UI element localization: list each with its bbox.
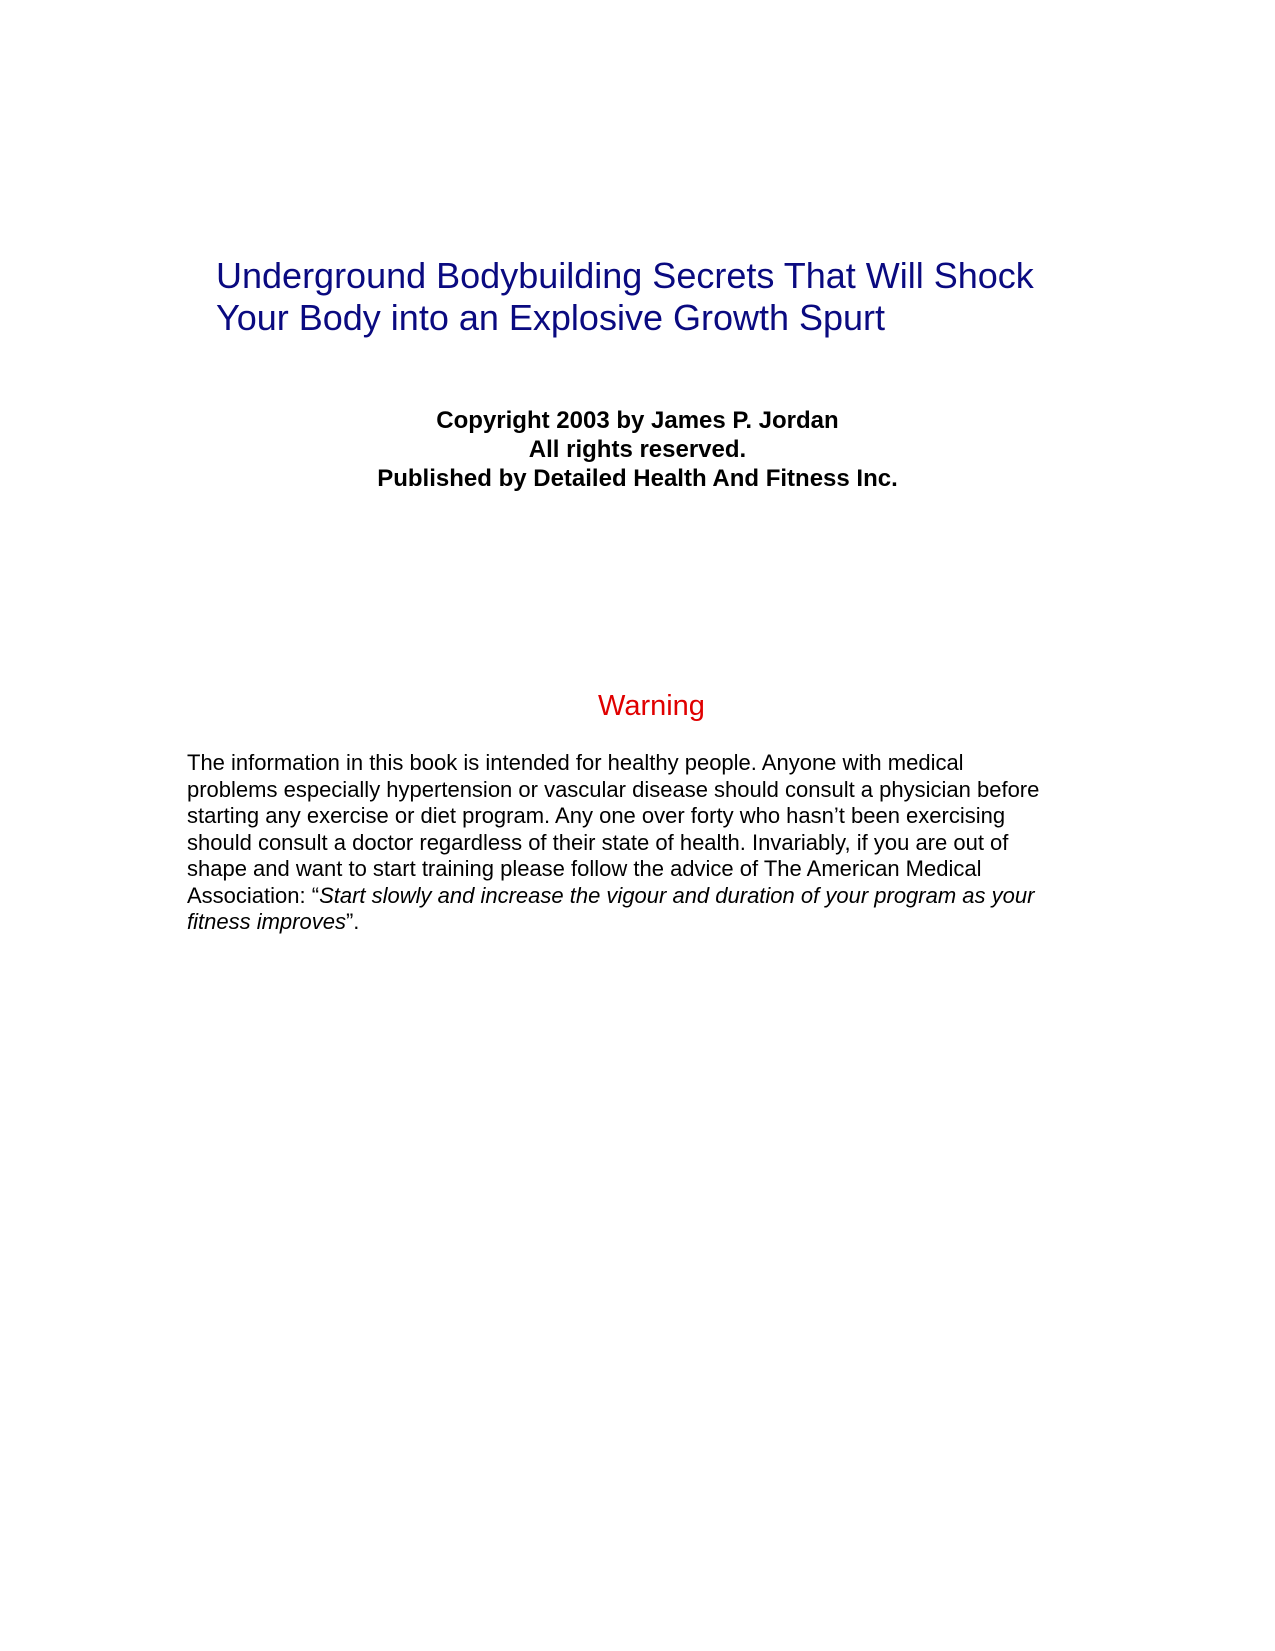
document-title-line-1: Underground Bodybuilding Secrets That Will Shock bbox=[216, 255, 1034, 296]
warning-line-6 bbox=[187, 883, 1097, 910]
warning-line-7 bbox=[187, 909, 1097, 936]
ama-quote-part-2: fitness improves bbox=[187, 909, 346, 934]
copyright-line: Copyright 2003 by James P. Jordan bbox=[436, 407, 839, 434]
warning-line-3: starting any exercise or diet program. Any one over forty who hasn’t been exercising bbox=[187, 803, 1006, 828]
publisher-line: Published by Detailed Health And Fitness Inc. bbox=[377, 465, 898, 492]
warning-line-7-suffix: ”. bbox=[345, 909, 360, 934]
warning-line-2: problems especially hypertension or vascular disease should consult a physician before bbox=[187, 776, 1040, 802]
ama-quote-part-1: Start slowly and increase the vigour and duration of your program as your bbox=[319, 882, 1035, 908]
warning-paragraph bbox=[187, 750, 1097, 936]
warning-heading: Warning bbox=[598, 690, 705, 722]
warning-line-4: should consult a doctor regardless of their state of health. Invariably, if you are out of bbox=[187, 829, 1009, 855]
document-title-line-2: Your Body into an Explosive Growth Spurt bbox=[216, 297, 886, 338]
warning-line-5: shape and want to start training please follow the advice of The American Medical bbox=[187, 856, 982, 881]
rights-line: All rights reserved. bbox=[528, 436, 747, 463]
copyright-block bbox=[0, 406, 1275, 493]
document-title bbox=[216, 255, 1096, 339]
warning-line-6-prefix: Association: “ bbox=[187, 882, 320, 908]
warning-line-1: The information in this book is intended for healthy people. Anyone with medical bbox=[187, 750, 964, 775]
